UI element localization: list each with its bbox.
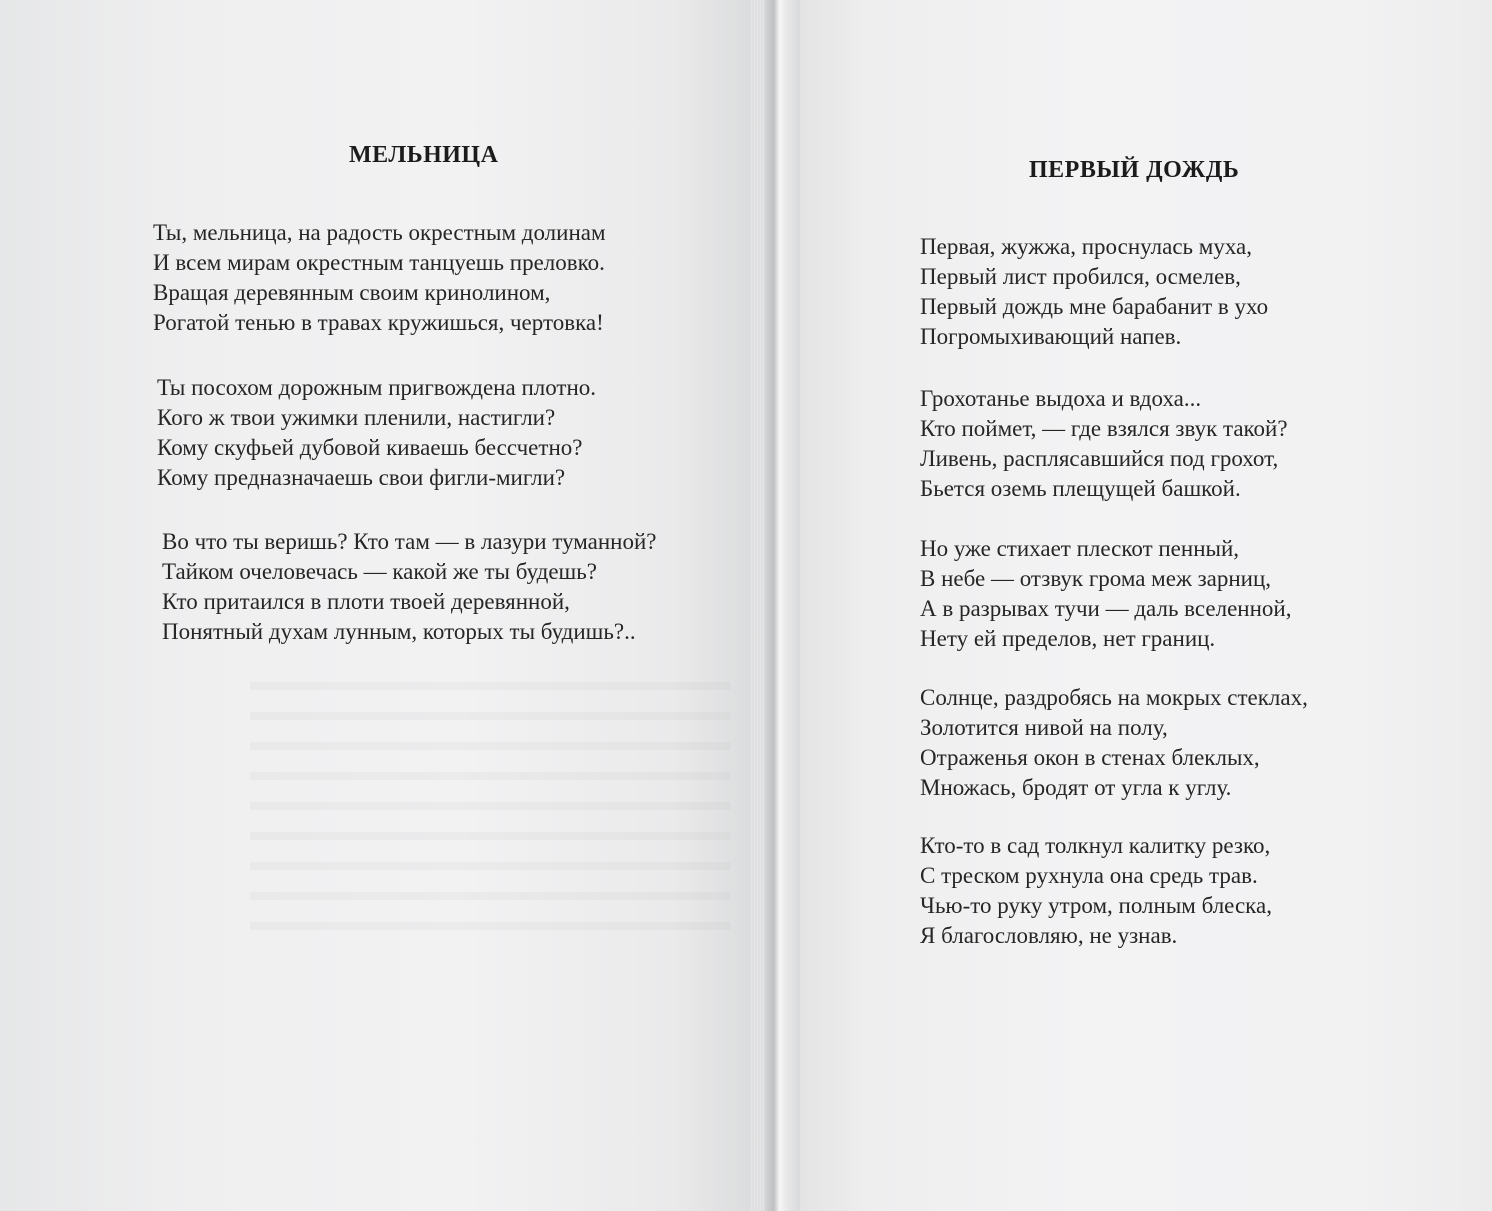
poem-line: Кто притаился в плоти твоей деревянной, (162, 589, 570, 614)
poem-line: Кто поймет, — где взялся звук такой? (920, 416, 1288, 441)
poem-line: Кого ж твои ужимки пленили, настигли? (157, 405, 556, 430)
book-gutter (765, 0, 800, 1211)
stanza-left-1 (153, 218, 606, 338)
poem-line: И всем мирам окрестным танцуешь преловко. (153, 250, 605, 275)
poem-line: Вращая деревянным своим кринолином, (153, 280, 551, 305)
poem-line: Золотится нивой на полу, (920, 715, 1168, 740)
poem-line: Первая, жужжа, проснулась муха, (920, 234, 1252, 259)
page-edges (750, 0, 764, 1211)
stanza-right-4 (920, 683, 1308, 803)
poem-line: Во что ты веришь? Кто там — в лазури туманной? (162, 529, 657, 554)
poem-line: Множась, бродят от угла к углу. (920, 775, 1232, 800)
poem-line: А в разрывах тучи — даль вселенной, (920, 596, 1292, 621)
poem-line: В небе — отзвук грома меж зарниц, (920, 566, 1272, 591)
poem-line: Ты, мельница, на радость окрестным долинам (153, 220, 606, 245)
poem-line: Кому предназначаешь свои фигли-мигли? (157, 465, 566, 490)
poem-line: Но уже стихает плескот пенный, (920, 536, 1240, 561)
right-page (800, 0, 1492, 1211)
poem-line: Первый лист пробился, осмелев, (920, 264, 1241, 289)
stanza-left-3 (162, 527, 657, 647)
show-through-text (250, 672, 730, 942)
poem-title-left: МЕЛЬНИЦА (349, 142, 499, 168)
stanza-right-1 (920, 232, 1268, 352)
poem-line: Чью-то руку утром, полным блеска, (920, 893, 1272, 918)
poem-line: Кто-то в сад толкнул калитку резко, (920, 833, 1271, 858)
poem-line: Отраженья окон в стенах блеклых, (920, 745, 1260, 770)
stanza-left-2 (157, 373, 596, 493)
poem-line: С треском рухнула она средь трав. (920, 863, 1258, 888)
poem-line: Кому скуфьей дубовой киваешь бессчетно? (157, 435, 583, 460)
stanza-right-3 (920, 534, 1291, 654)
poem-line: Солнце, раздробясь на мокрых стеклах, (920, 685, 1308, 710)
poem-line: Погромыхивающий напев. (920, 324, 1182, 349)
poem-line: Бьется оземь плещущей башкой. (920, 476, 1241, 501)
poem-line: Ты посохом дорожным пригвождена плотно. (157, 375, 597, 400)
poem-title-right: ПЕРВЫЙ ДОЖДЬ (1029, 157, 1240, 183)
poem-line: Грохотанье выдоха и вдоха... (920, 386, 1202, 411)
poem-line: Первый дождь мне барабанит в ухо (920, 294, 1269, 319)
stanza-right-5 (920, 831, 1272, 951)
poem-line: Рогатой тенью в травах кружишься, чертовка! (153, 310, 604, 335)
stanza-right-2 (920, 384, 1288, 504)
poem-line: Ливень, расплясавшийся под грохот, (920, 446, 1279, 471)
poem-line: Нету ей пределов, нет границ. (920, 626, 1216, 651)
poem-line: Тайком очеловечась — какой же ты будешь? (162, 559, 597, 584)
poem-line: Я благословляю, не узнав. (920, 923, 1178, 948)
poem-line: Понятный духам лунным, которых ты будишь?.. (162, 619, 636, 644)
